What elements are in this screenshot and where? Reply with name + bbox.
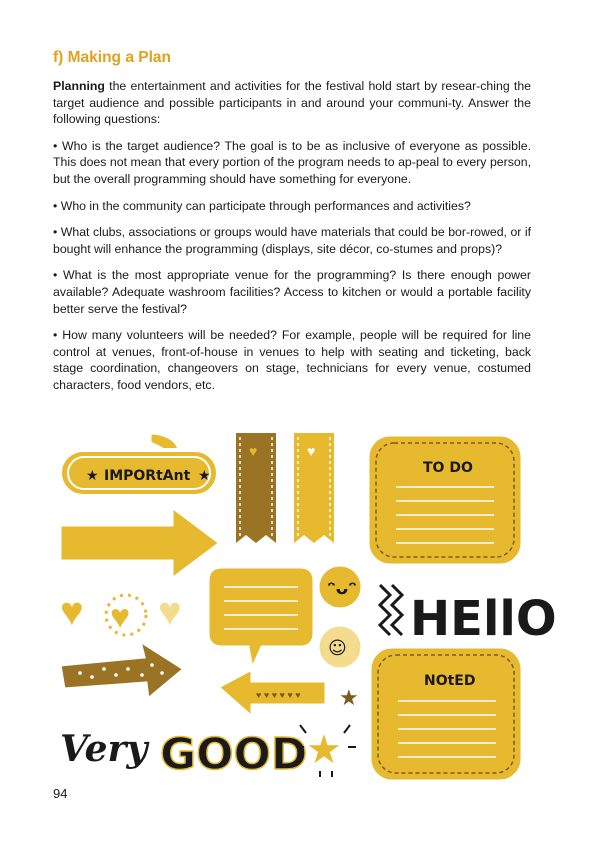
body-text: [53, 78, 531, 404]
very-label: Very: [60, 728, 148, 770]
good-label: GOOD: [160, 729, 308, 780]
bullet-materials: • What clubs, associations or groups would have materials that could be bor-rowed, or if bought will enhance the programming (displays, site décor, co-stumes and props)?: [53, 225, 531, 256]
star-left-icon: ★: [86, 468, 99, 484]
ribbon-right: [294, 433, 334, 543]
section-heading: f) Making a Plan: [53, 49, 171, 66]
important-label: IMPORtAnt: [104, 468, 191, 484]
speech-bubble-note: [208, 567, 314, 669]
sun-heart-icon: [106, 595, 146, 636]
intro-lead: Planning: [53, 79, 105, 93]
svg-text:☺: ☺: [328, 638, 347, 659]
bullet-target-audience: • Who is the target audience? The goal is to be as inclusive of everyone as possible. This does not mean that every portion of the program needs to ap-peal to every person, but the overall programming should have something for everyone.: [53, 138, 531, 186]
heart-icon: ♥: [60, 590, 84, 634]
arrow-dotted: [60, 641, 184, 699]
svg-text:ᵔᴗᵔ: ᵔᴗᵔ: [327, 578, 357, 599]
smiley-bubble-icon: [318, 565, 362, 609]
page-number: 94: [53, 786, 68, 801]
heart-icon: ♥: [158, 590, 182, 634]
bullet-participants: • Who in the community can participate through performances and activities?: [53, 198, 471, 213]
ribbon-left: [236, 433, 276, 543]
star-icon: ★: [339, 685, 359, 710]
arrow-right-big: [60, 507, 220, 579]
arrow-left-hearts: [218, 669, 326, 717]
hello-label: HEllO: [410, 591, 557, 647]
intro-paragraph: [53, 78, 531, 128]
smiley-face-icon: [318, 625, 362, 669]
bullet-volunteers: • How many volunteers will be needed? For example, people will be required for line control at venues, front-of-house in venues to help with seating and ticketing, back stage coordination, changeovers on stage, technicians for every venue, costumed characters, food vendors, etc.: [53, 328, 531, 392]
todo-note: [368, 435, 522, 565]
heart-icon: ♥: [249, 443, 258, 459]
heart-icon: ♥: [307, 443, 316, 459]
noted-label: NOtED: [424, 673, 476, 689]
svg-text:★: ★: [306, 728, 342, 772]
sticker-illustration: [52, 425, 557, 785]
noted-note: [370, 647, 522, 781]
zigzag-decoration: [380, 585, 402, 635]
intro-rest: the entertainment and activities for the festival hold start by resear-ching the target audience and possible participants in and around your communi-ty. Answer the following questions:: [53, 79, 531, 127]
important-sticker: [60, 433, 218, 496]
star-right-icon: ★: [198, 468, 211, 484]
svg-text:♥ ♥ ♥ ♥ ♥ ♥: ♥ ♥ ♥ ♥ ♥ ♥: [256, 690, 301, 700]
svg-text:♥: ♥: [110, 598, 131, 636]
todo-label: TO DO: [423, 460, 473, 476]
bullet-venue: • What is the most appropriate venue for the programming? Is there enough power available? Adequate washroom facilities? Access to kitchen or would a portable facility better serve the festival?: [53, 268, 531, 316]
